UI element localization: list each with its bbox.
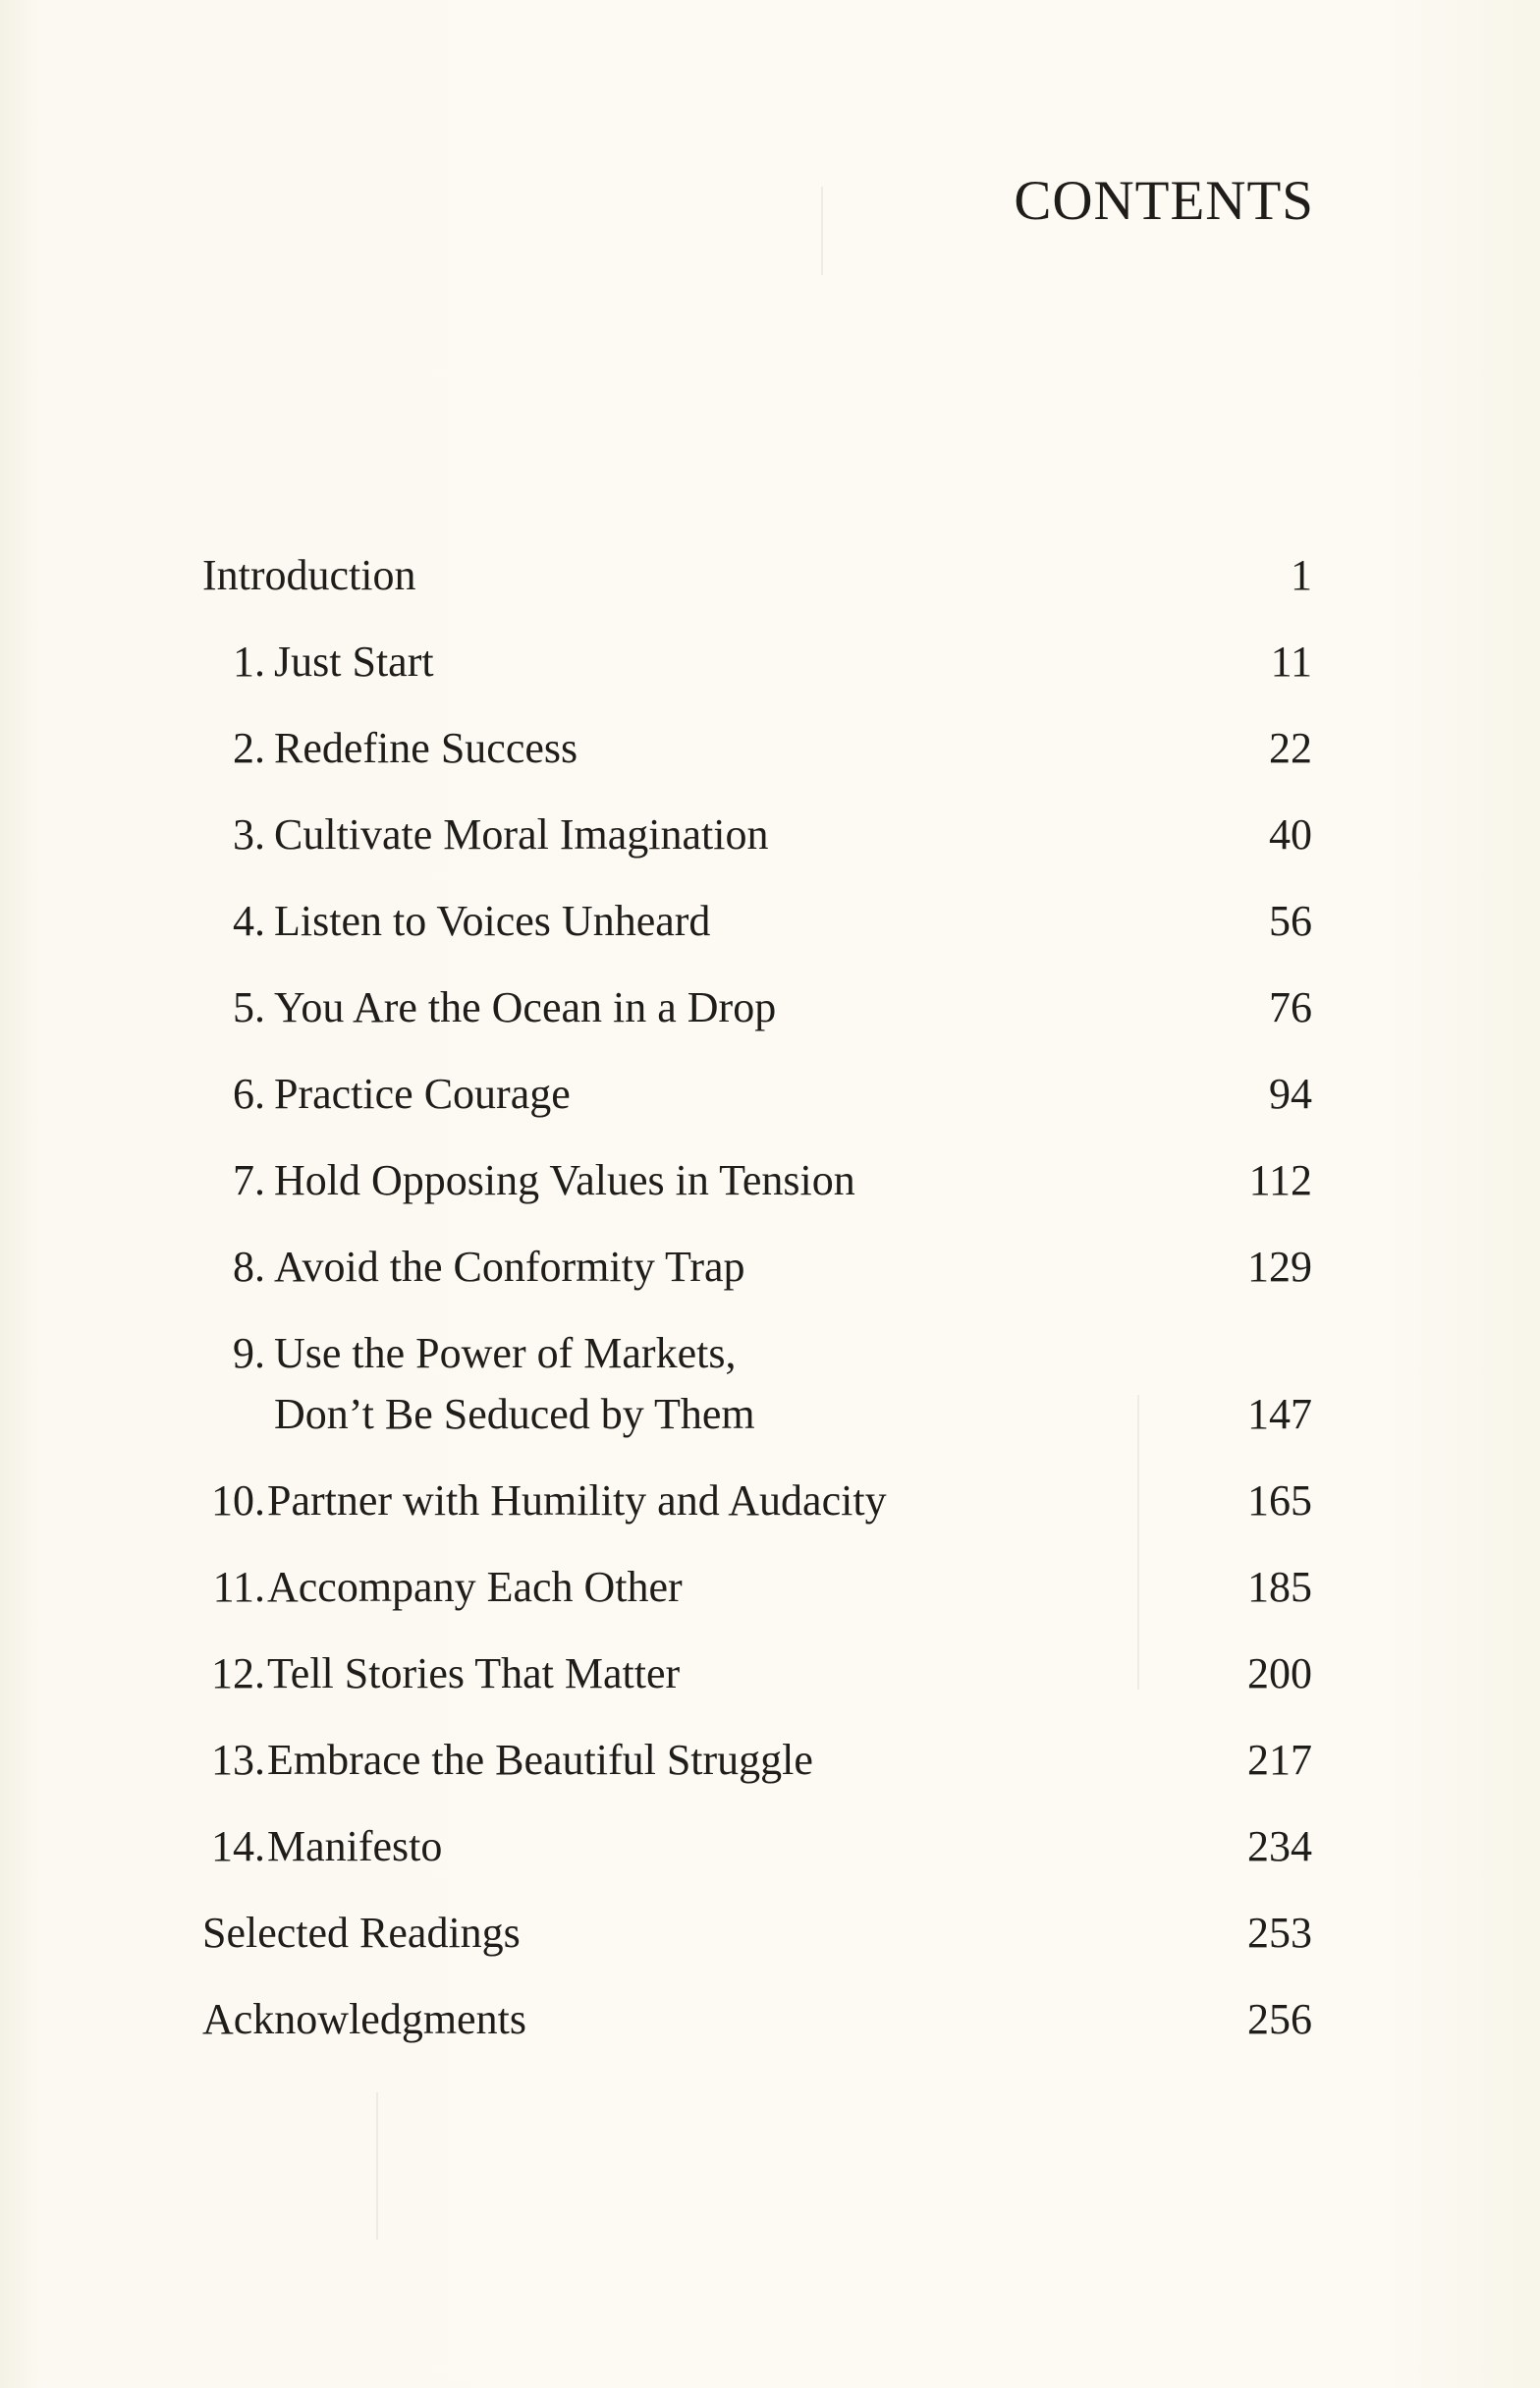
toc-entry-page: 234 bbox=[1247, 1822, 1312, 1870]
toc-entry-number: 6. bbox=[233, 1070, 265, 1118]
toc-entry-title: Embrace the Beautiful Struggle bbox=[267, 1736, 813, 1784]
toc-entry-number: 12. bbox=[211, 1649, 265, 1697]
toc-entry-title-continued: Don’t Be Seduced by Them bbox=[274, 1390, 755, 1438]
toc-entry-page: 1 bbox=[1291, 551, 1312, 599]
toc-entry-page: 22 bbox=[1269, 724, 1312, 772]
toc-entry-title: Avoid the Conformity Trap bbox=[274, 1243, 745, 1291]
toc-entry-title: Hold Opposing Values in Tension bbox=[274, 1156, 855, 1204]
toc-entry-page: 56 bbox=[1269, 897, 1312, 945]
toc-entry-title: Accompany Each Other bbox=[267, 1563, 683, 1611]
toc-entry-title: Introduction bbox=[202, 551, 416, 599]
toc-entry-page: 129 bbox=[1247, 1243, 1312, 1291]
toc-entry-title: Listen to Voices Unheard bbox=[274, 897, 711, 945]
toc-entry-number: 4. bbox=[233, 897, 265, 945]
toc-entry-title: Acknowledgments bbox=[202, 1995, 526, 2043]
toc-entry-page: 11 bbox=[1270, 638, 1312, 686]
toc-entry-page: 94 bbox=[1269, 1070, 1312, 1118]
toc-entry-number: 9. bbox=[233, 1329, 265, 1377]
toc-entry-title: Practice Courage bbox=[274, 1070, 571, 1118]
toc-entry-page: 147 bbox=[1247, 1390, 1312, 1438]
toc-entry-number: 10. bbox=[211, 1476, 265, 1525]
toc-entry-chapter-9 bbox=[202, 1323, 1312, 1445]
toc-entry-number: 11. bbox=[212, 1563, 265, 1611]
toc-entry-number: 13. bbox=[211, 1736, 265, 1784]
toc-entry-page: 165 bbox=[1247, 1476, 1312, 1525]
toc-entry-number: 3. bbox=[233, 810, 265, 859]
toc-entry-number: 1. bbox=[233, 638, 265, 686]
toc-entry-title: Selected Readings bbox=[202, 1909, 521, 1957]
toc-entry-title: Manifesto bbox=[267, 1822, 443, 1870]
toc-entry-page: 253 bbox=[1247, 1909, 1312, 1957]
toc-entry-number: 14. bbox=[211, 1822, 265, 1870]
toc-entry-page: 217 bbox=[1247, 1736, 1312, 1784]
toc-entry-title: Cultivate Moral Imagination bbox=[274, 810, 769, 859]
page-title: CONTENTS bbox=[1014, 170, 1314, 232]
toc-entry-title: Redefine Success bbox=[274, 724, 578, 772]
toc-entry-title: Tell Stories That Matter bbox=[267, 1649, 681, 1697]
toc-entry-title: Use the Power of Markets, bbox=[274, 1329, 737, 1377]
toc-entry-page: 112 bbox=[1248, 1156, 1312, 1204]
toc-entry-number: 8. bbox=[233, 1243, 265, 1291]
toc-entry-number: 5. bbox=[233, 983, 265, 1031]
toc-entry-page: 76 bbox=[1269, 983, 1312, 1031]
table-of-contents bbox=[202, 0, 1312, 2388]
toc-entry-page: 200 bbox=[1247, 1649, 1312, 1697]
toc-entry-page: 40 bbox=[1269, 810, 1312, 859]
toc-entry-page: 256 bbox=[1247, 1995, 1312, 2043]
toc-entry-page: 185 bbox=[1247, 1563, 1312, 1611]
toc-entry-title: Partner with Humility and Audacity bbox=[267, 1476, 887, 1525]
toc-entry-number: 2. bbox=[233, 724, 265, 772]
toc-entry-title: Just Start bbox=[274, 638, 434, 686]
toc-entry-number: 7. bbox=[233, 1156, 265, 1204]
toc-entry-title: You Are the Ocean in a Drop bbox=[274, 983, 777, 1031]
